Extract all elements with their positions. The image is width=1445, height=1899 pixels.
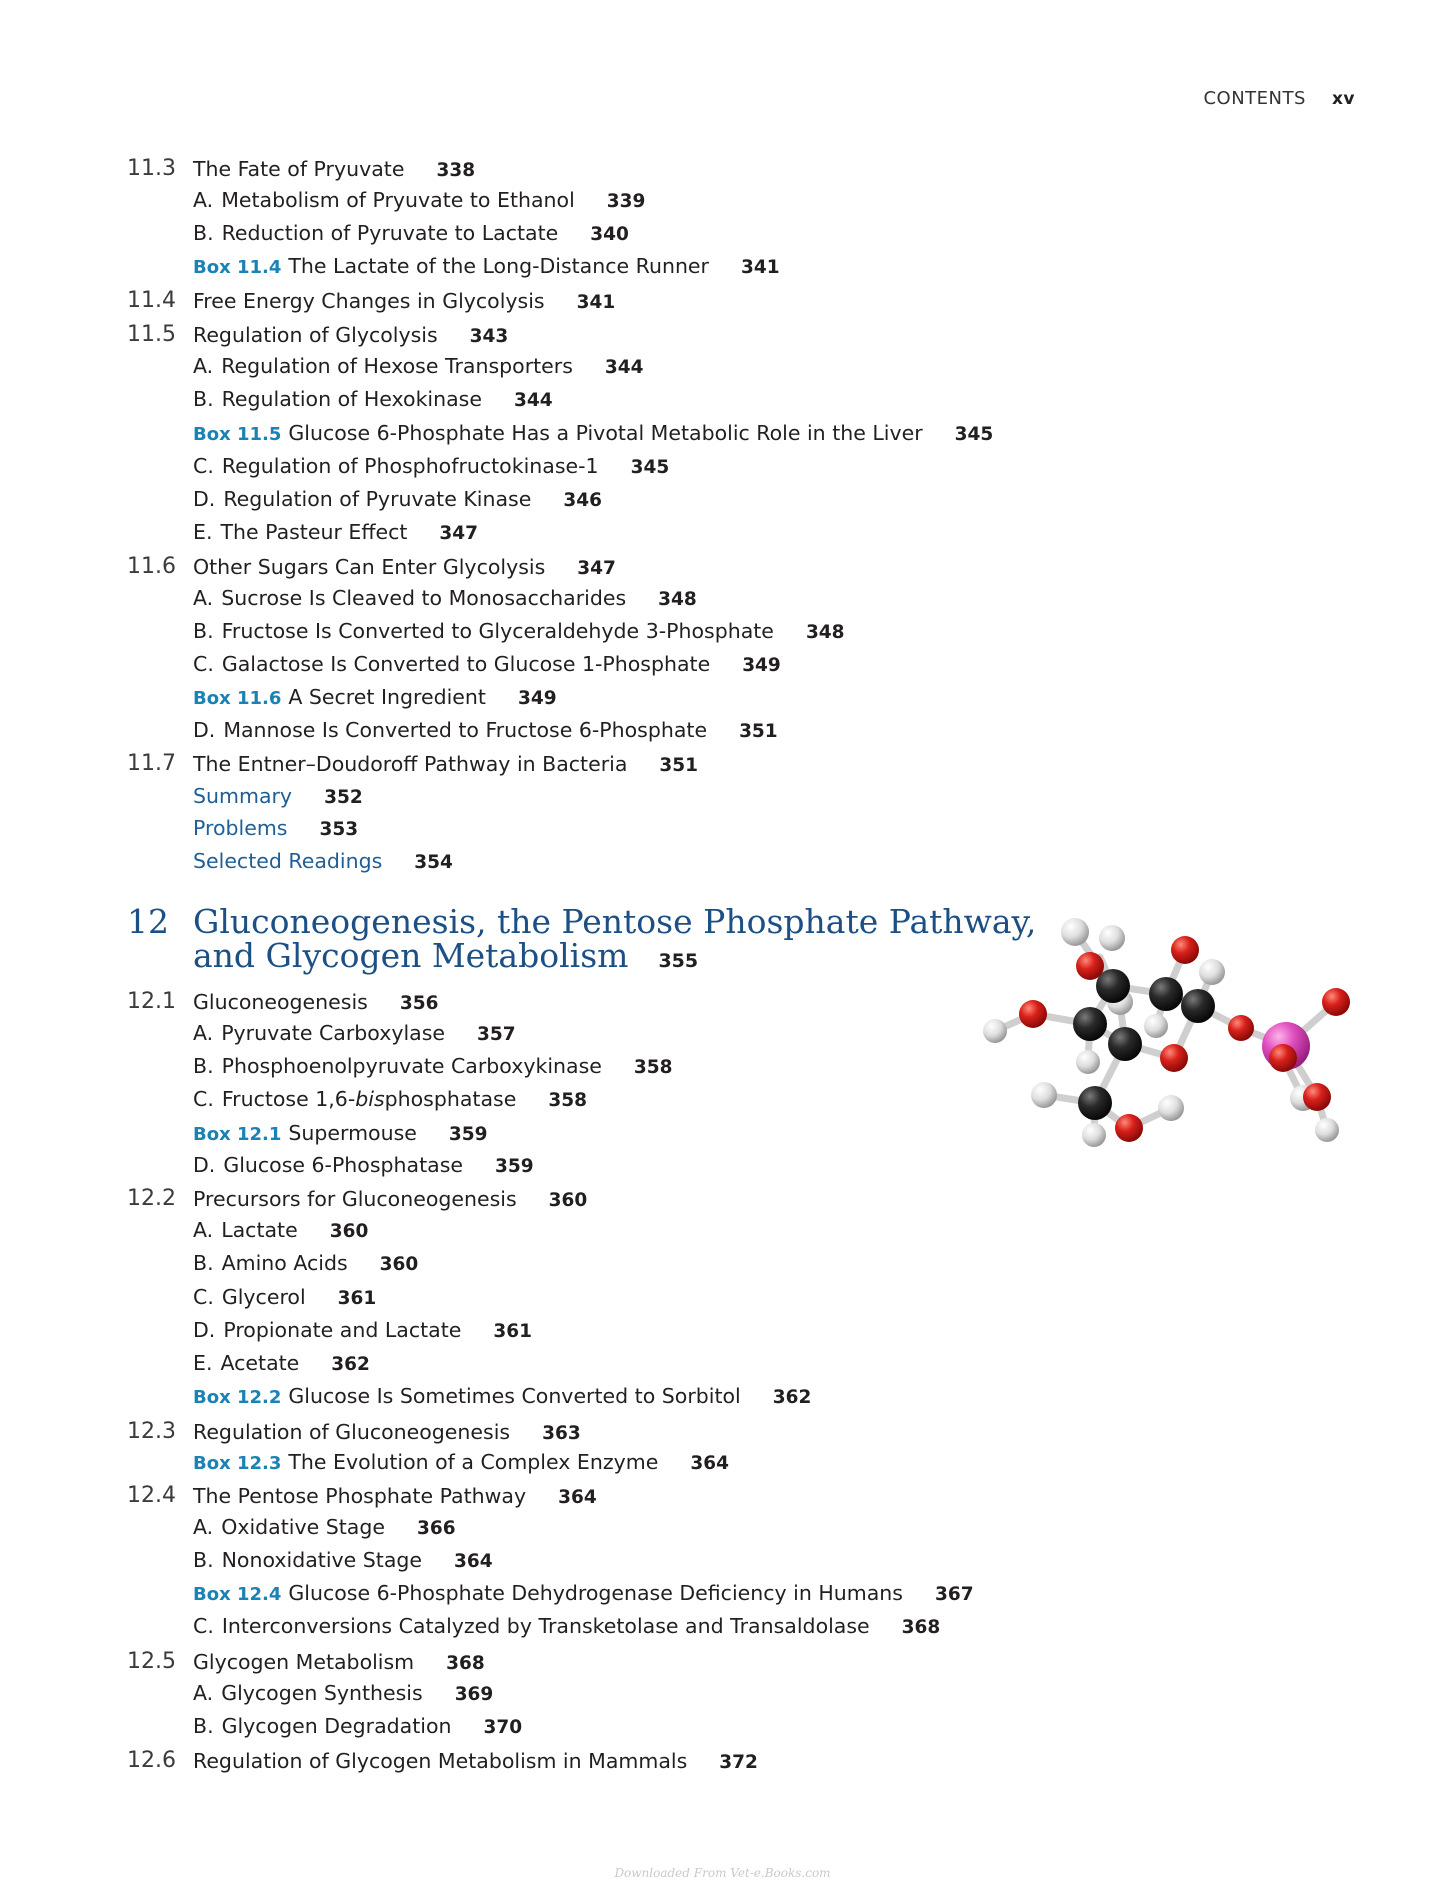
page-number: 345 [954, 424, 994, 445]
page-number: 354 [414, 852, 453, 873]
entry-title: The Pasteur Effect [220, 520, 408, 544]
entry-title: Regulation of Hexose Transporters [221, 354, 573, 378]
entry-title: Regulation of Glycolysis [193, 323, 438, 347]
entry-title: Precursors for Gluconeogenesis [193, 1187, 517, 1211]
page-number: 368 [901, 1617, 941, 1638]
entry-title: Summary [193, 784, 293, 808]
entry-title-group [193, 990, 438, 1016]
entry-title-group [193, 816, 358, 842]
subsection-label: C. [193, 1087, 214, 1111]
entry-title-group [193, 586, 697, 612]
chapter-number: 12 [127, 902, 169, 941]
entry-title: Regulation of Phosphofructokinase-1 [221, 454, 599, 478]
entry-title-group [193, 254, 780, 280]
page-number: 364 [558, 1487, 597, 1508]
entry-title: Glucose Is Sometimes Converted to Sorbitol [288, 1384, 741, 1408]
subsection-label: B. [193, 221, 214, 245]
entry-title-group [193, 1681, 493, 1707]
entry-title-group [193, 1650, 485, 1676]
chapter-title[interactable] [193, 902, 1037, 978]
chapter-title-line-1: Gluconeogenesis, the Pentose Phosphate Pathway, [193, 902, 1037, 941]
entry-title-group [193, 157, 475, 183]
page-number: 361 [337, 1288, 377, 1309]
entry-title: Reduction of Pyruvate to Lactate [221, 221, 559, 245]
section-number: 12.4 [127, 1483, 176, 1508]
subsection-label: D. [193, 1318, 216, 1342]
box-label: Box 11.4 [193, 257, 282, 278]
section-number: 12.1 [127, 989, 176, 1014]
entry-title: Phosphoenolpyruvate Carboxykinase [221, 1054, 602, 1078]
entry-title: Free Energy Changes in Glycolysis [193, 289, 545, 313]
chapter-title-line-2-text: and Glycogen Metabolism [193, 936, 629, 975]
entry-title-group [193, 487, 602, 513]
section-number: 12.6 [127, 1748, 176, 1773]
entry-title: Regulation of Glycogen Metabolism in Mammals [193, 1749, 688, 1773]
entry-title: The Lactate of the Long-Distance Runner [288, 254, 709, 278]
entry-title-group [193, 1351, 370, 1377]
entry-title: Interconversions Catalyzed by Transketolase and Transaldolase [221, 1614, 870, 1638]
entry-title: Glycogen Synthesis [221, 1681, 423, 1705]
entry-title-group [193, 454, 669, 480]
section-number: 12.3 [127, 1419, 176, 1444]
subsection-label: B. [193, 1054, 214, 1078]
entry-title-group [193, 1285, 376, 1311]
entry-title-group [193, 619, 845, 645]
page-number: 347 [439, 523, 479, 544]
page-number: 338 [436, 160, 476, 181]
entry-title: Nonoxidative Stage [221, 1548, 423, 1572]
entry-title-group [193, 1515, 456, 1541]
page-number: 362 [331, 1354, 370, 1375]
page-number: 358 [633, 1057, 673, 1078]
entry-title-group [193, 1749, 758, 1775]
box-label: Box 12.1 [193, 1124, 282, 1145]
entry-title: The Evolution of a Complex Enzyme [288, 1450, 659, 1474]
entry-title-group [193, 1054, 673, 1080]
page-number: 346 [563, 490, 602, 511]
entry-title-group [193, 1021, 516, 1047]
page-number: 364 [454, 1551, 493, 1572]
section-number: 12.5 [127, 1649, 176, 1674]
page-number: 370 [483, 1717, 523, 1738]
entry-title: Glycerol [221, 1285, 306, 1309]
entry-title: Sucrose Is Cleaved to Monosaccharides [221, 586, 627, 610]
section-number: 11.7 [127, 751, 176, 776]
entry-title-group [193, 718, 778, 744]
entry-title: Fructose 1,6-bisphosphatase [221, 1087, 517, 1111]
page-number: 361 [493, 1321, 533, 1342]
subsection-label: A. [193, 1021, 214, 1045]
page-number: 358 [548, 1090, 587, 1111]
entry-title: Regulation of Gluconeogenesis [193, 1420, 511, 1444]
entry-title: Lactate [221, 1218, 298, 1242]
subsection-label: C. [193, 1614, 214, 1638]
section-number: 11.4 [127, 288, 176, 313]
page-number: 345 [630, 457, 670, 478]
entry-title: Glucose 6-Phosphate Has a Pivotal Metabolic Role in the Liver [288, 421, 923, 445]
subsection-label: B. [193, 1714, 214, 1738]
subsection-label: A. [193, 1218, 214, 1242]
entry-title-group [193, 1548, 493, 1574]
section-number: 12.2 [127, 1186, 176, 1211]
box-label: Box 12.2 [193, 1387, 282, 1408]
page-number: 367 [935, 1584, 974, 1605]
entry-title: Regulation of Pyruvate Kinase [223, 487, 532, 511]
subsection-label: C. [193, 1285, 214, 1309]
page-number: 368 [446, 1653, 485, 1674]
box-label: Box 12.3 [193, 1453, 282, 1474]
page-number: 348 [805, 622, 845, 643]
entry-title: Amino Acids [221, 1251, 348, 1275]
entry-title-group [193, 685, 557, 711]
page-number: 360 [548, 1190, 588, 1211]
page-number: 356 [399, 993, 439, 1014]
subsection-label: A. [193, 586, 214, 610]
subsection-label: C. [193, 454, 214, 478]
subsection-label: A. [193, 1515, 214, 1539]
page-number: 360 [379, 1254, 419, 1275]
subsection-label: B. [193, 1251, 214, 1275]
entry-title-group [193, 849, 453, 875]
entry-title-group [193, 1581, 974, 1607]
entry-title: Problems [193, 816, 288, 840]
page-number: 341 [740, 257, 780, 278]
entry-title: Selected Readings [193, 849, 383, 873]
page-number: 351 [659, 755, 699, 776]
entry-title: Acetate [220, 1351, 300, 1375]
entry-title-group [193, 1420, 581, 1446]
subsection-label: D. [193, 718, 216, 742]
entry-title-group [193, 784, 363, 810]
entry-title: Fructose Is Converted to Glyceraldehyde 3-Phosphate [221, 619, 774, 643]
subsection-label: A. [193, 188, 214, 212]
entry-title-group [193, 1251, 418, 1277]
entry-title: Propionate and Lactate [223, 1318, 462, 1342]
page-number: 369 [454, 1684, 494, 1705]
page-number: 357 [477, 1024, 516, 1045]
entry-title: A Secret Ingredient [288, 685, 486, 709]
download-watermark: Downloaded From Vet-e.Books.com [614, 1866, 831, 1880]
entry-title: The Entner–Doudoroff Pathway in Bacteria [193, 752, 628, 776]
glucose-phosphate-molecule-illustration [980, 910, 1360, 1170]
page-number: 363 [542, 1423, 581, 1444]
page-number: 349 [517, 688, 557, 709]
entry-title: Glucose 6-Phosphate Dehydrogenase Deficiency in Humans [288, 1581, 903, 1605]
entry-title: Supermouse [288, 1121, 417, 1145]
entry-title-group [193, 1384, 811, 1410]
page-number: 359 [495, 1156, 534, 1177]
subsection-label: B. [193, 1548, 214, 1572]
entry-title-group [193, 1450, 729, 1476]
box-label: Box 12.4 [193, 1584, 282, 1605]
entry-title: Glycogen Degradation [221, 1714, 452, 1738]
page-number: 339 [606, 191, 646, 212]
page-number: 341 [576, 292, 616, 313]
page-number: 340 [590, 224, 629, 245]
subsection-label: D. [193, 487, 216, 511]
entry-title-group [193, 188, 645, 214]
subsection-label: A. [193, 354, 214, 378]
page-number: 366 [416, 1518, 456, 1539]
box-label: Box 11.5 [193, 424, 282, 445]
entry-title: Other Sugars Can Enter Glycolysis [193, 555, 546, 579]
entry-title: Regulation of Hexokinase [221, 387, 482, 411]
subsection-label: B. [193, 619, 214, 643]
entry-title-group [193, 1318, 532, 1344]
entry-title-group [193, 354, 644, 380]
entry-title: Oxidative Stage [221, 1515, 385, 1539]
page-number: 360 [329, 1221, 369, 1242]
entry-title: Glycogen Metabolism [193, 1650, 415, 1674]
entry-title-group [193, 520, 478, 546]
section-number: 11.5 [127, 322, 176, 347]
page-number: 359 [448, 1124, 488, 1145]
header-page-number: xv [1331, 89, 1355, 109]
box-label: Box 11.6 [193, 688, 282, 709]
page-number: 372 [719, 1752, 758, 1773]
entry-title: Glucose 6-Phosphatase [223, 1153, 463, 1177]
entry-title-group [193, 221, 629, 247]
entry-title-group [193, 1614, 940, 1640]
entry-title: The Fate of Pryuvate [193, 157, 405, 181]
entry-title-group [193, 1153, 534, 1179]
subsection-label: D. [193, 1153, 216, 1177]
subsection-label: E. [193, 1351, 213, 1375]
page-number: 348 [658, 589, 697, 610]
subsection-label: E. [193, 520, 213, 544]
page-number: 344 [513, 390, 553, 411]
entry-title: Pyruvate Carboxylase [221, 1021, 446, 1045]
page-number: 347 [577, 558, 616, 579]
entry-title: Gluconeogenesis [193, 990, 368, 1014]
page-number: 349 [742, 655, 781, 676]
section-number: 11.6 [127, 554, 176, 579]
page-number: 353 [319, 819, 359, 840]
page-number: 351 [739, 721, 778, 742]
subsection-label: A. [193, 1681, 214, 1705]
entry-title-group [193, 1121, 488, 1147]
page-number: 362 [772, 1387, 812, 1408]
entry-title: Mannose Is Converted to Fructose 6-Phosphate [223, 718, 708, 742]
entry-title-group [193, 421, 993, 447]
header-label: CONTENTS [1203, 88, 1306, 109]
entry-title-group [193, 555, 616, 581]
page-number: 352 [324, 787, 363, 808]
entry-title-group [193, 387, 553, 413]
page-number: 344 [604, 357, 644, 378]
entry-title: Metabolism of Pryuvate to Ethanol [221, 188, 575, 212]
entry-title-group [193, 1484, 597, 1510]
entry-title: The Pentose Phosphate Pathway [193, 1484, 527, 1508]
section-number: 11.3 [127, 156, 176, 181]
entry-title-group [193, 1218, 368, 1244]
entry-title: Galactose Is Converted to Glucose 1-Phosphate [221, 652, 711, 676]
entry-title-group [193, 652, 781, 678]
page-number: 343 [469, 326, 509, 347]
entry-title-group [193, 752, 698, 778]
entry-title-group [193, 323, 508, 349]
page-number: 364 [690, 1453, 729, 1474]
subsection-label: C. [193, 652, 214, 676]
chapter-page-number: 355 [658, 950, 699, 972]
entry-title-group [193, 1714, 522, 1740]
entry-title-group [193, 289, 615, 315]
entry-title-group [193, 1087, 587, 1113]
subsection-label: B. [193, 387, 214, 411]
entry-title-group [193, 1187, 587, 1213]
chapter-title-line-2 [193, 936, 1036, 978]
